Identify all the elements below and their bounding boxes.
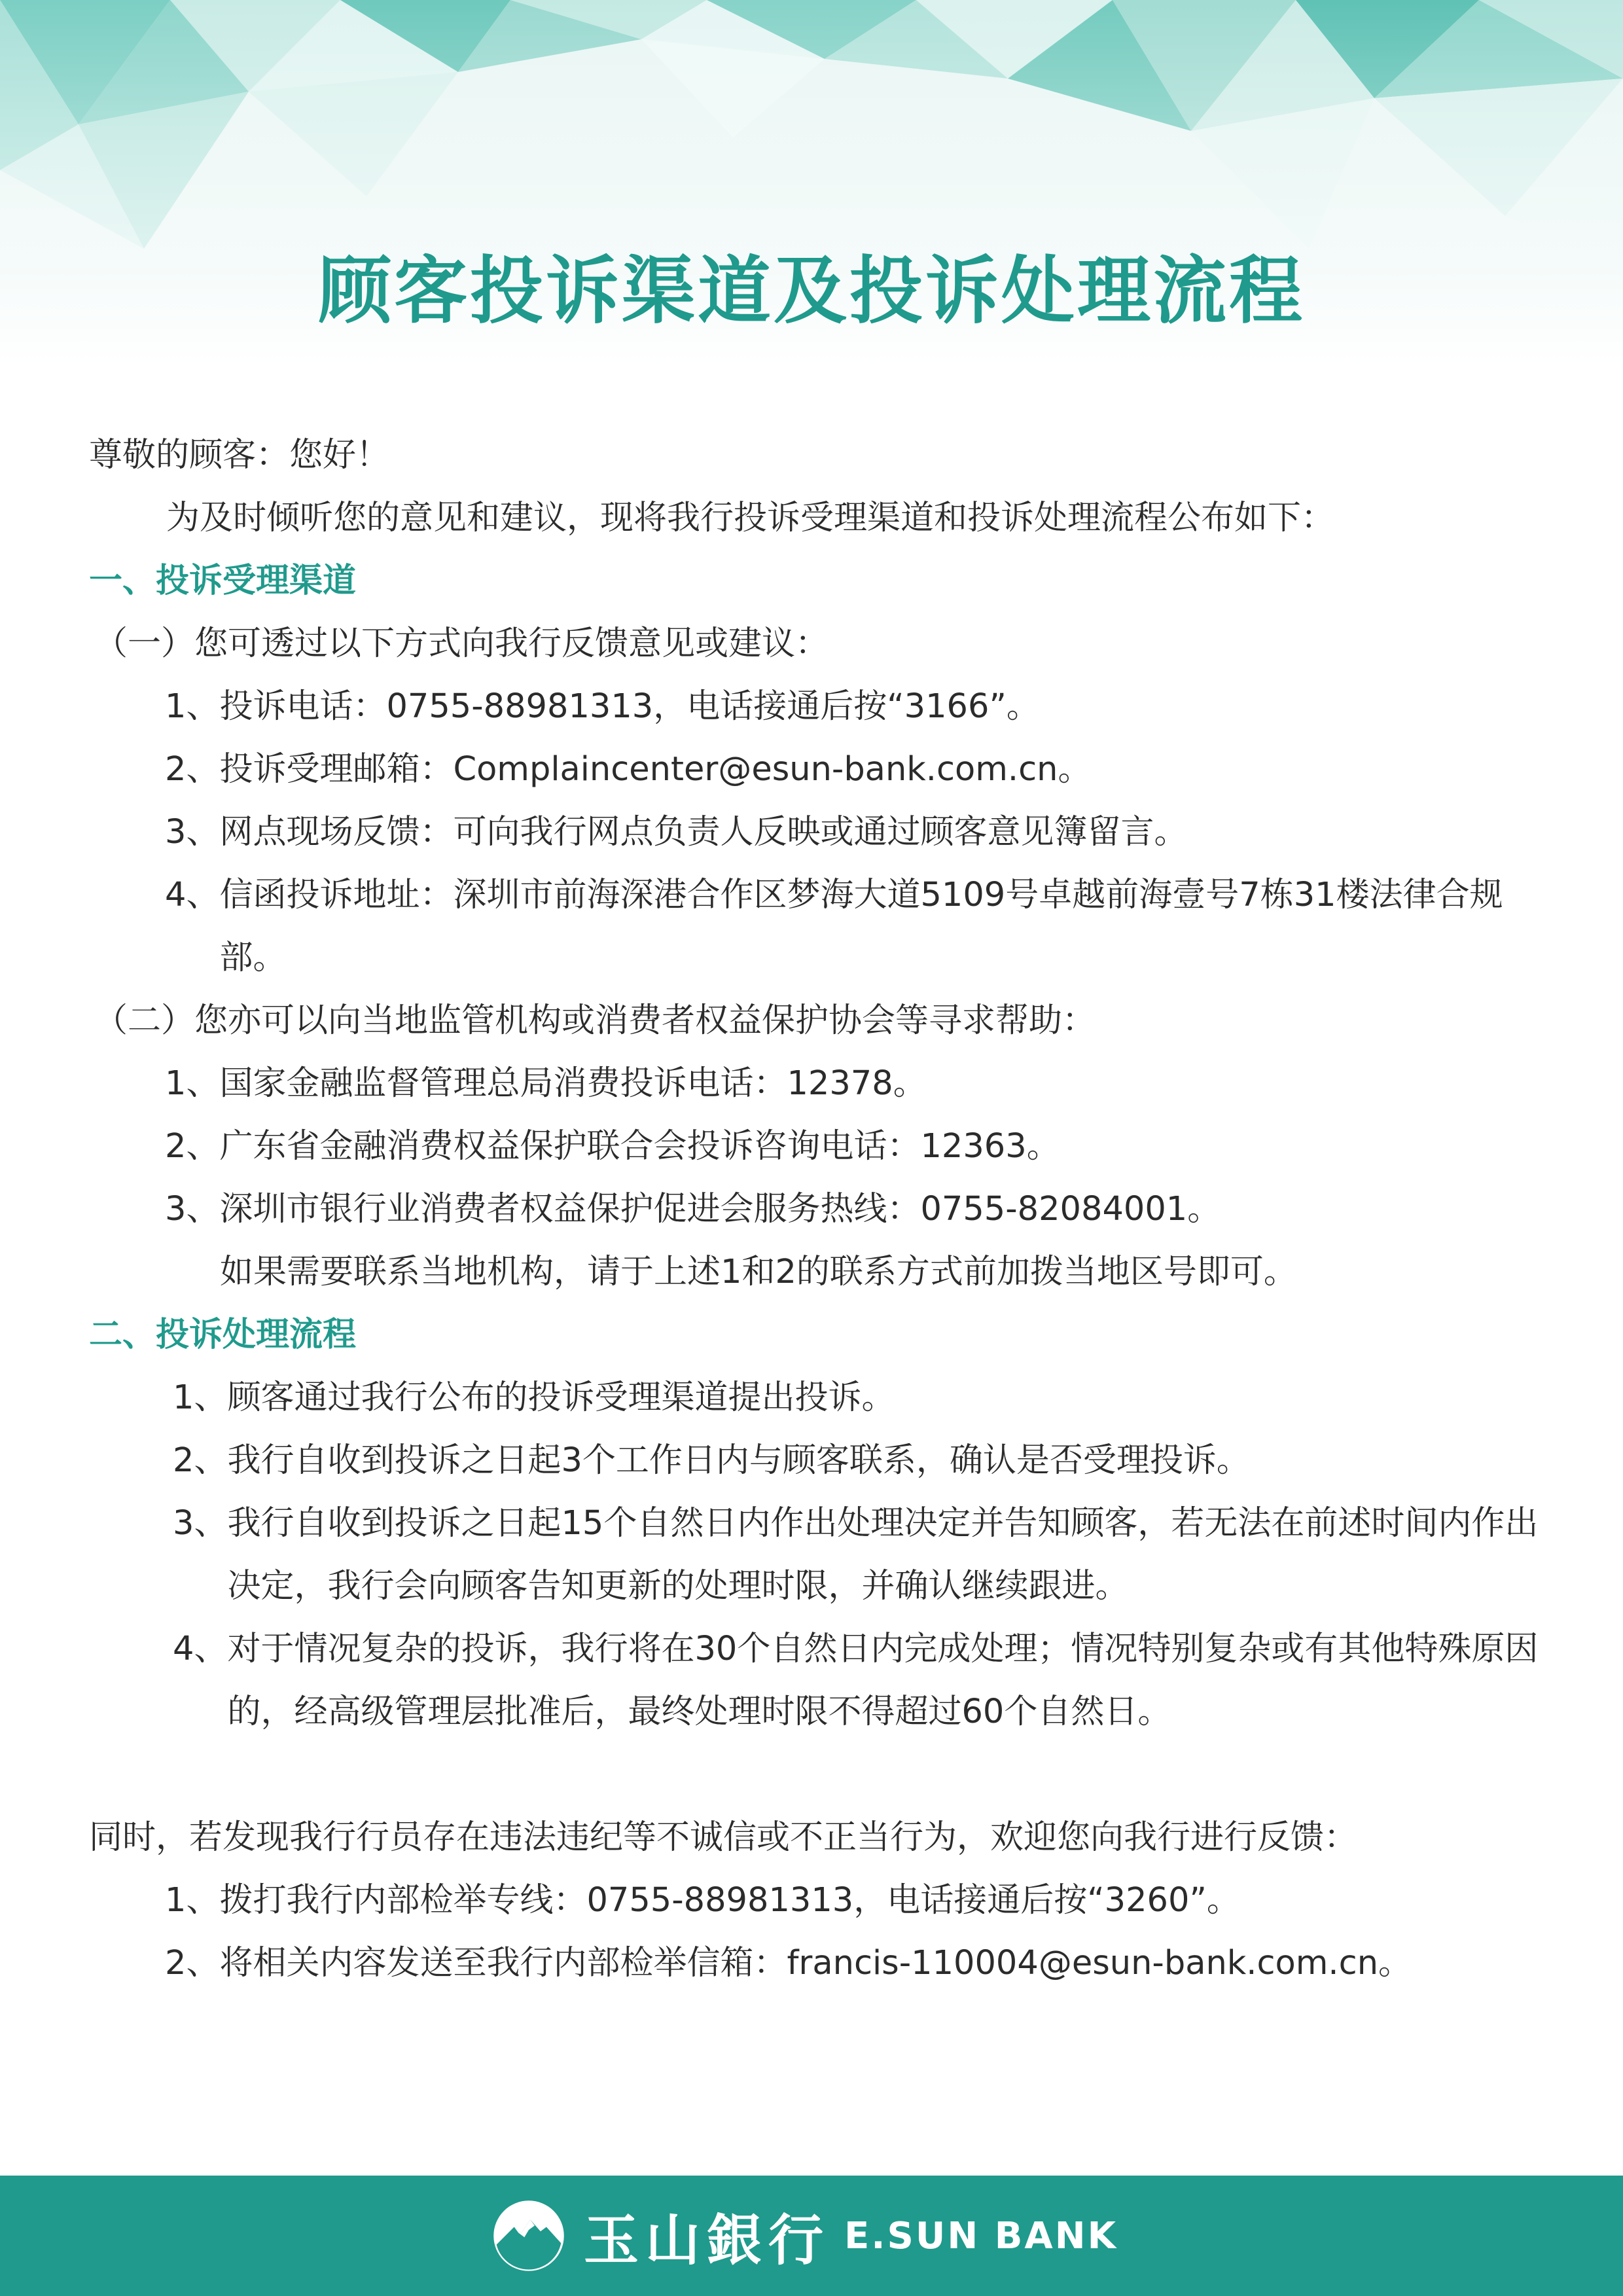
shenzhen-hotline-text: 深圳市银行业消费者权益保护促进会服务热线：0755-82084001。 bbox=[219, 1190, 1221, 1229]
list-item bbox=[89, 1115, 1548, 1178]
closing-paragraph bbox=[12, 1806, 1548, 1869]
section-heading-channels: 一、投诉受理渠道 bbox=[89, 562, 357, 600]
process-step-text: 顾客通过我行公布的投诉受理渠道提出投诉。 bbox=[227, 1378, 895, 1417]
list-item-number: 4、 bbox=[165, 876, 220, 914]
closing-text: 同时，若发现我行行员存在违法违纪等不诚信或不正当行为，欢迎您向我行进行反馈： bbox=[89, 1818, 1358, 1857]
list-item-number: 3、 bbox=[165, 813, 220, 852]
subsection-heading-feedback: （一）您可透过以下方式向我行反馈意见或建议： bbox=[94, 624, 829, 663]
greeting: 尊敬的顾客：您好！ bbox=[89, 436, 390, 475]
list-item-number: 4、 bbox=[173, 1630, 228, 1668]
list-item-number: 3、 bbox=[165, 1190, 220, 1229]
list-item bbox=[89, 1869, 1548, 1932]
esun-bank-logo bbox=[492, 2197, 1118, 2275]
process-step-text: 我行自收到投诉之日起15个自然日内作出处理决定并告知顾客，若无法在前述时间内作出决定，我行会向顾客告知更新的处理时限，并确认继续跟进。 bbox=[227, 1504, 1539, 1605]
footer-bar bbox=[0, 2176, 1623, 2296]
process-step-text: 对于情况复杂的投诉，我行将在30个自然日内完成处理；情况特别复杂或有其他特殊原因的，经高级管理层批准后，最终处理时限不得超过60个自然日。 bbox=[227, 1630, 1539, 1731]
brand-name-english: E.SUN BANK bbox=[844, 2214, 1118, 2257]
document-body bbox=[89, 424, 1548, 1995]
list-item bbox=[89, 1429, 1548, 1492]
process-step-text: 我行自收到投诉之日起3个工作日内与顾客联系，确认是否受理投诉。 bbox=[227, 1441, 1250, 1480]
list-item-number: 1、 bbox=[165, 687, 220, 726]
list-item bbox=[89, 1492, 1548, 1618]
whistleblow-phone-text: 拨打我行内部检举专线：0755-88981313，电话接通后按“3260”。 bbox=[219, 1881, 1240, 1920]
regulator-phone-text: 国家金融监督管理总局消费投诉电话：12378。 bbox=[219, 1064, 927, 1103]
area-code-note: 如果需要联系当地机构，请于上述1和2的联系方式前加拨当地区号即可。 bbox=[220, 1253, 1297, 1291]
list-item-number: 1、 bbox=[165, 1064, 220, 1103]
branch-feedback-text: 网点现场反馈：可向我行网点负责人反映或通过顾客意见簿留言。 bbox=[219, 813, 1188, 852]
list-item bbox=[89, 1932, 1548, 1995]
complaint-email-text: 投诉受理邮箱：Complaincenter@esun-bank.com.cn。 bbox=[219, 750, 1092, 789]
list-item-number: 1、 bbox=[165, 1881, 220, 1920]
section-heading-process: 二、投诉处理流程 bbox=[89, 1316, 357, 1354]
page-title: 顾客投诉渠道及投诉处理流程 bbox=[318, 249, 1305, 334]
brand-name-chinese: 玉山銀行 bbox=[584, 2208, 830, 2272]
list-item-number: 1、 bbox=[173, 1378, 228, 1417]
list-item-number: 2、 bbox=[165, 750, 220, 789]
list-item bbox=[89, 801, 1548, 864]
spacer bbox=[89, 1744, 1548, 1806]
list-item bbox=[89, 864, 1548, 990]
intro-paragraph: 为及时倾听您的意见和建议，现将我行投诉受理渠道和投诉处理流程公布如下： bbox=[166, 499, 1335, 537]
guangdong-federation-phone-text: 广东省金融消费权益保护联合会投诉咨询电话：12363。 bbox=[219, 1127, 1060, 1166]
list-item-number: 2、 bbox=[165, 1127, 220, 1166]
mail-address-text: 信函投诉地址：深圳市前海深港合作区梦海大道5109号卓越前海壹号7栋31楼法律合规部。 bbox=[219, 876, 1503, 977]
list-item-number: 2、 bbox=[165, 1944, 220, 1982]
list-item-number: 2、 bbox=[173, 1441, 228, 1480]
complaint-phone-text: 投诉电话：0755-88981313，电话接通后按“3166”。 bbox=[219, 687, 1040, 726]
list-item-number: 3、 bbox=[173, 1504, 228, 1543]
esun-mountain-logo-icon bbox=[492, 2199, 565, 2272]
list-item bbox=[89, 675, 1548, 738]
subsection-heading-regulators: （二）您亦可以向当地监管机构或消费者权益保护协会等寻求帮助： bbox=[94, 1001, 1096, 1040]
list-item bbox=[89, 1052, 1548, 1115]
list-item bbox=[89, 1367, 1548, 1429]
list-item bbox=[89, 738, 1548, 801]
list-item bbox=[89, 1618, 1548, 1744]
list-item bbox=[89, 1178, 1548, 1241]
whistleblow-email-text: 将相关内容发送至我行内部检举信箱：francis-110004@esun-bank.com.cn。 bbox=[219, 1944, 1412, 1982]
